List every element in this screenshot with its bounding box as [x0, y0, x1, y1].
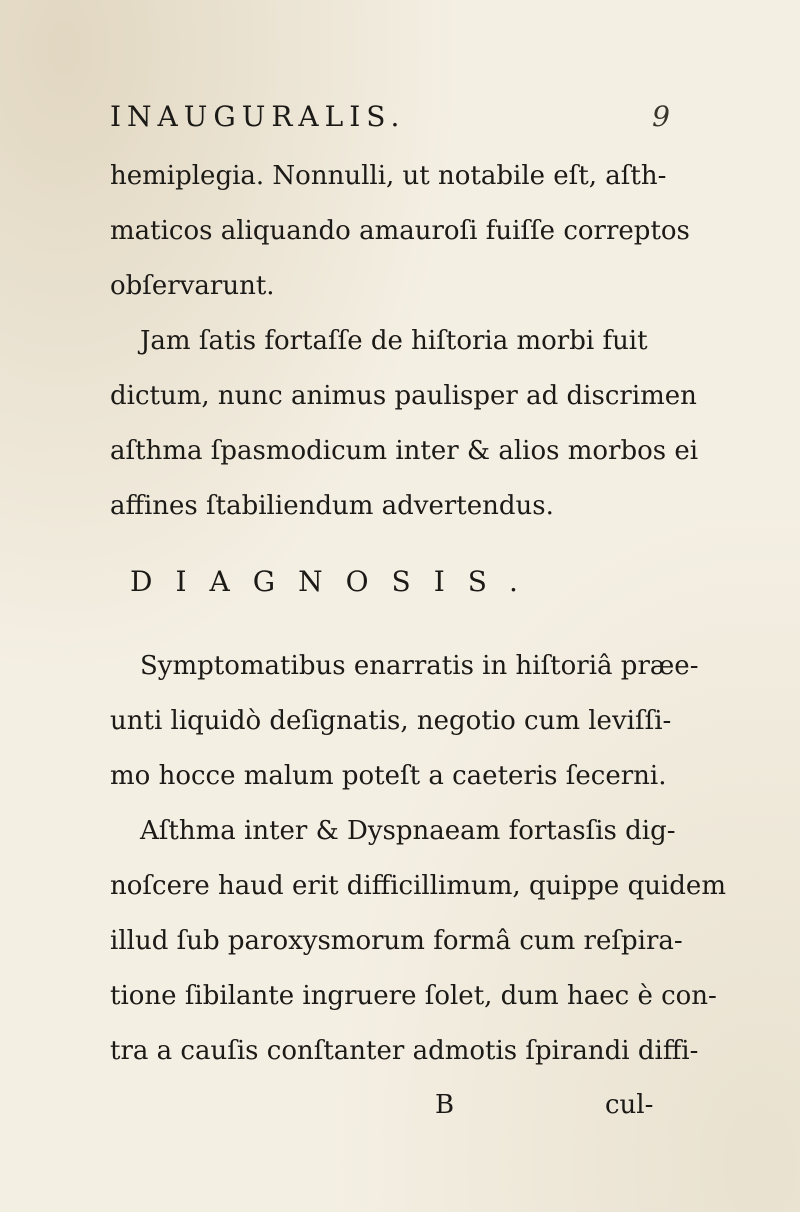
page-number: 9 — [652, 100, 670, 133]
text-line: dictum, nunc animus paulisper ad discrimen — [110, 381, 697, 411]
text-line: Symptomatibus enarratis in hiſtoriâ præe- — [140, 651, 699, 681]
text-line: tra a cauſis conſtanter admotis ſpirandi diffi- — [110, 1036, 699, 1066]
running-head — [110, 100, 670, 140]
signature-mark: B — [435, 1090, 455, 1120]
text-line: noſcere haud erit difficillimum, quippe quidem — [110, 871, 726, 901]
text-line: affines ſtabiliendum advertendus. — [110, 491, 554, 521]
text-line: unti liquidò deſignatis, negotio cum leviſſi- — [110, 706, 672, 736]
running-head-title: INAUGURALIS. — [110, 100, 406, 133]
text-line: Aſthma inter & Dyspnaeam fortasſis dig- — [140, 816, 676, 846]
text-line: mo hocce malum poteſt a caeteris ſecerni. — [110, 761, 667, 791]
text-line: maticos aliquando amauroſi fuiſſe correptos — [110, 216, 690, 246]
text-line: obſervarunt. — [110, 271, 275, 301]
section-heading: DIAGNOSIS. — [130, 565, 541, 598]
text-line: hemiplegia. Nonnulli, ut notabile eſt, aſth- — [110, 161, 667, 191]
text-line: tione ſibilante ingruere ſolet, dum haec è con- — [110, 981, 717, 1011]
text-line: aſthma ſpasmodicum inter & alios morbos ei — [110, 436, 699, 466]
catchword: cul- — [605, 1090, 654, 1120]
text-line: Jam ſatis fortaſſe de hiſtoria morbi fuit — [140, 326, 648, 356]
text-line: illud ſub paroxysmorum formâ cum reſpira- — [110, 926, 683, 956]
